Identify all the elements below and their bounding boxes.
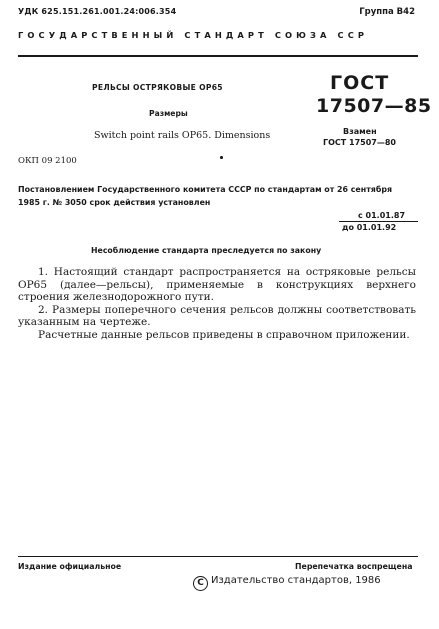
document-subtitle: Размеры — [149, 109, 188, 118]
copyright-icon: С — [193, 576, 208, 591]
publisher-name: Издательство стандартов, 1986 — [211, 575, 381, 586]
udk-code: УДК 625.151.261.001.24:006.354 — [18, 7, 177, 16]
english-title: Switch point rails ОР65. Dimensions — [94, 130, 271, 141]
paragraph-1: 1. Настоящий стандарт распространяется на остряковые рельсы ОР65 (далее—рельсы), применяемые в конструкциях верхнего строения железнодорожного пути. — [18, 266, 416, 304]
paragraph-2: 2. Размеры поперечного сечения рельсов должны соответствовать указанным на чертеже. — [18, 303, 416, 329]
date-divider — [339, 221, 418, 222]
law-notice: Несоблюдение стандарта преследуется по закону — [91, 246, 322, 255]
header-divider — [18, 55, 418, 57]
replaces-label: Взамен — [343, 127, 377, 136]
official-edition-label: Издание официальное — [18, 562, 122, 571]
dot-mark — [220, 156, 223, 159]
publisher-line — [193, 575, 381, 591]
resolution-text: Постановлением Государственного комитета СССР по стандартам от 26 сентября 1985 г. № 3050 срок действия установлен — [18, 185, 393, 207]
state-standard-header: ГОСУДАРСТВЕННЫЙ СТАНДАРТ СОЮЗА ССР — [18, 30, 369, 40]
effective-date-from: с 01.01.87 — [358, 211, 406, 220]
paragraph-3: Расчетные данные рельсов приведены в справочном приложении. — [38, 328, 410, 341]
replaced-gost: ГОСТ 17507—80 — [323, 138, 396, 147]
body-text — [18, 266, 416, 342]
footer-divider — [18, 556, 418, 557]
reprint-notice: Перепечатка воспрещена — [295, 562, 413, 571]
gost-label: ГОСТ — [330, 72, 390, 94]
gost-number: 17507—85 — [316, 95, 432, 117]
document-title: РЕЛЬСЫ ОСТРЯКОВЫЕ ОР65 — [92, 83, 223, 92]
group-code: Группа В42 — [359, 7, 415, 17]
okp-code: ОКП 09 2100 — [18, 156, 77, 166]
effective-date-to: до 01.01.92 — [342, 223, 397, 232]
